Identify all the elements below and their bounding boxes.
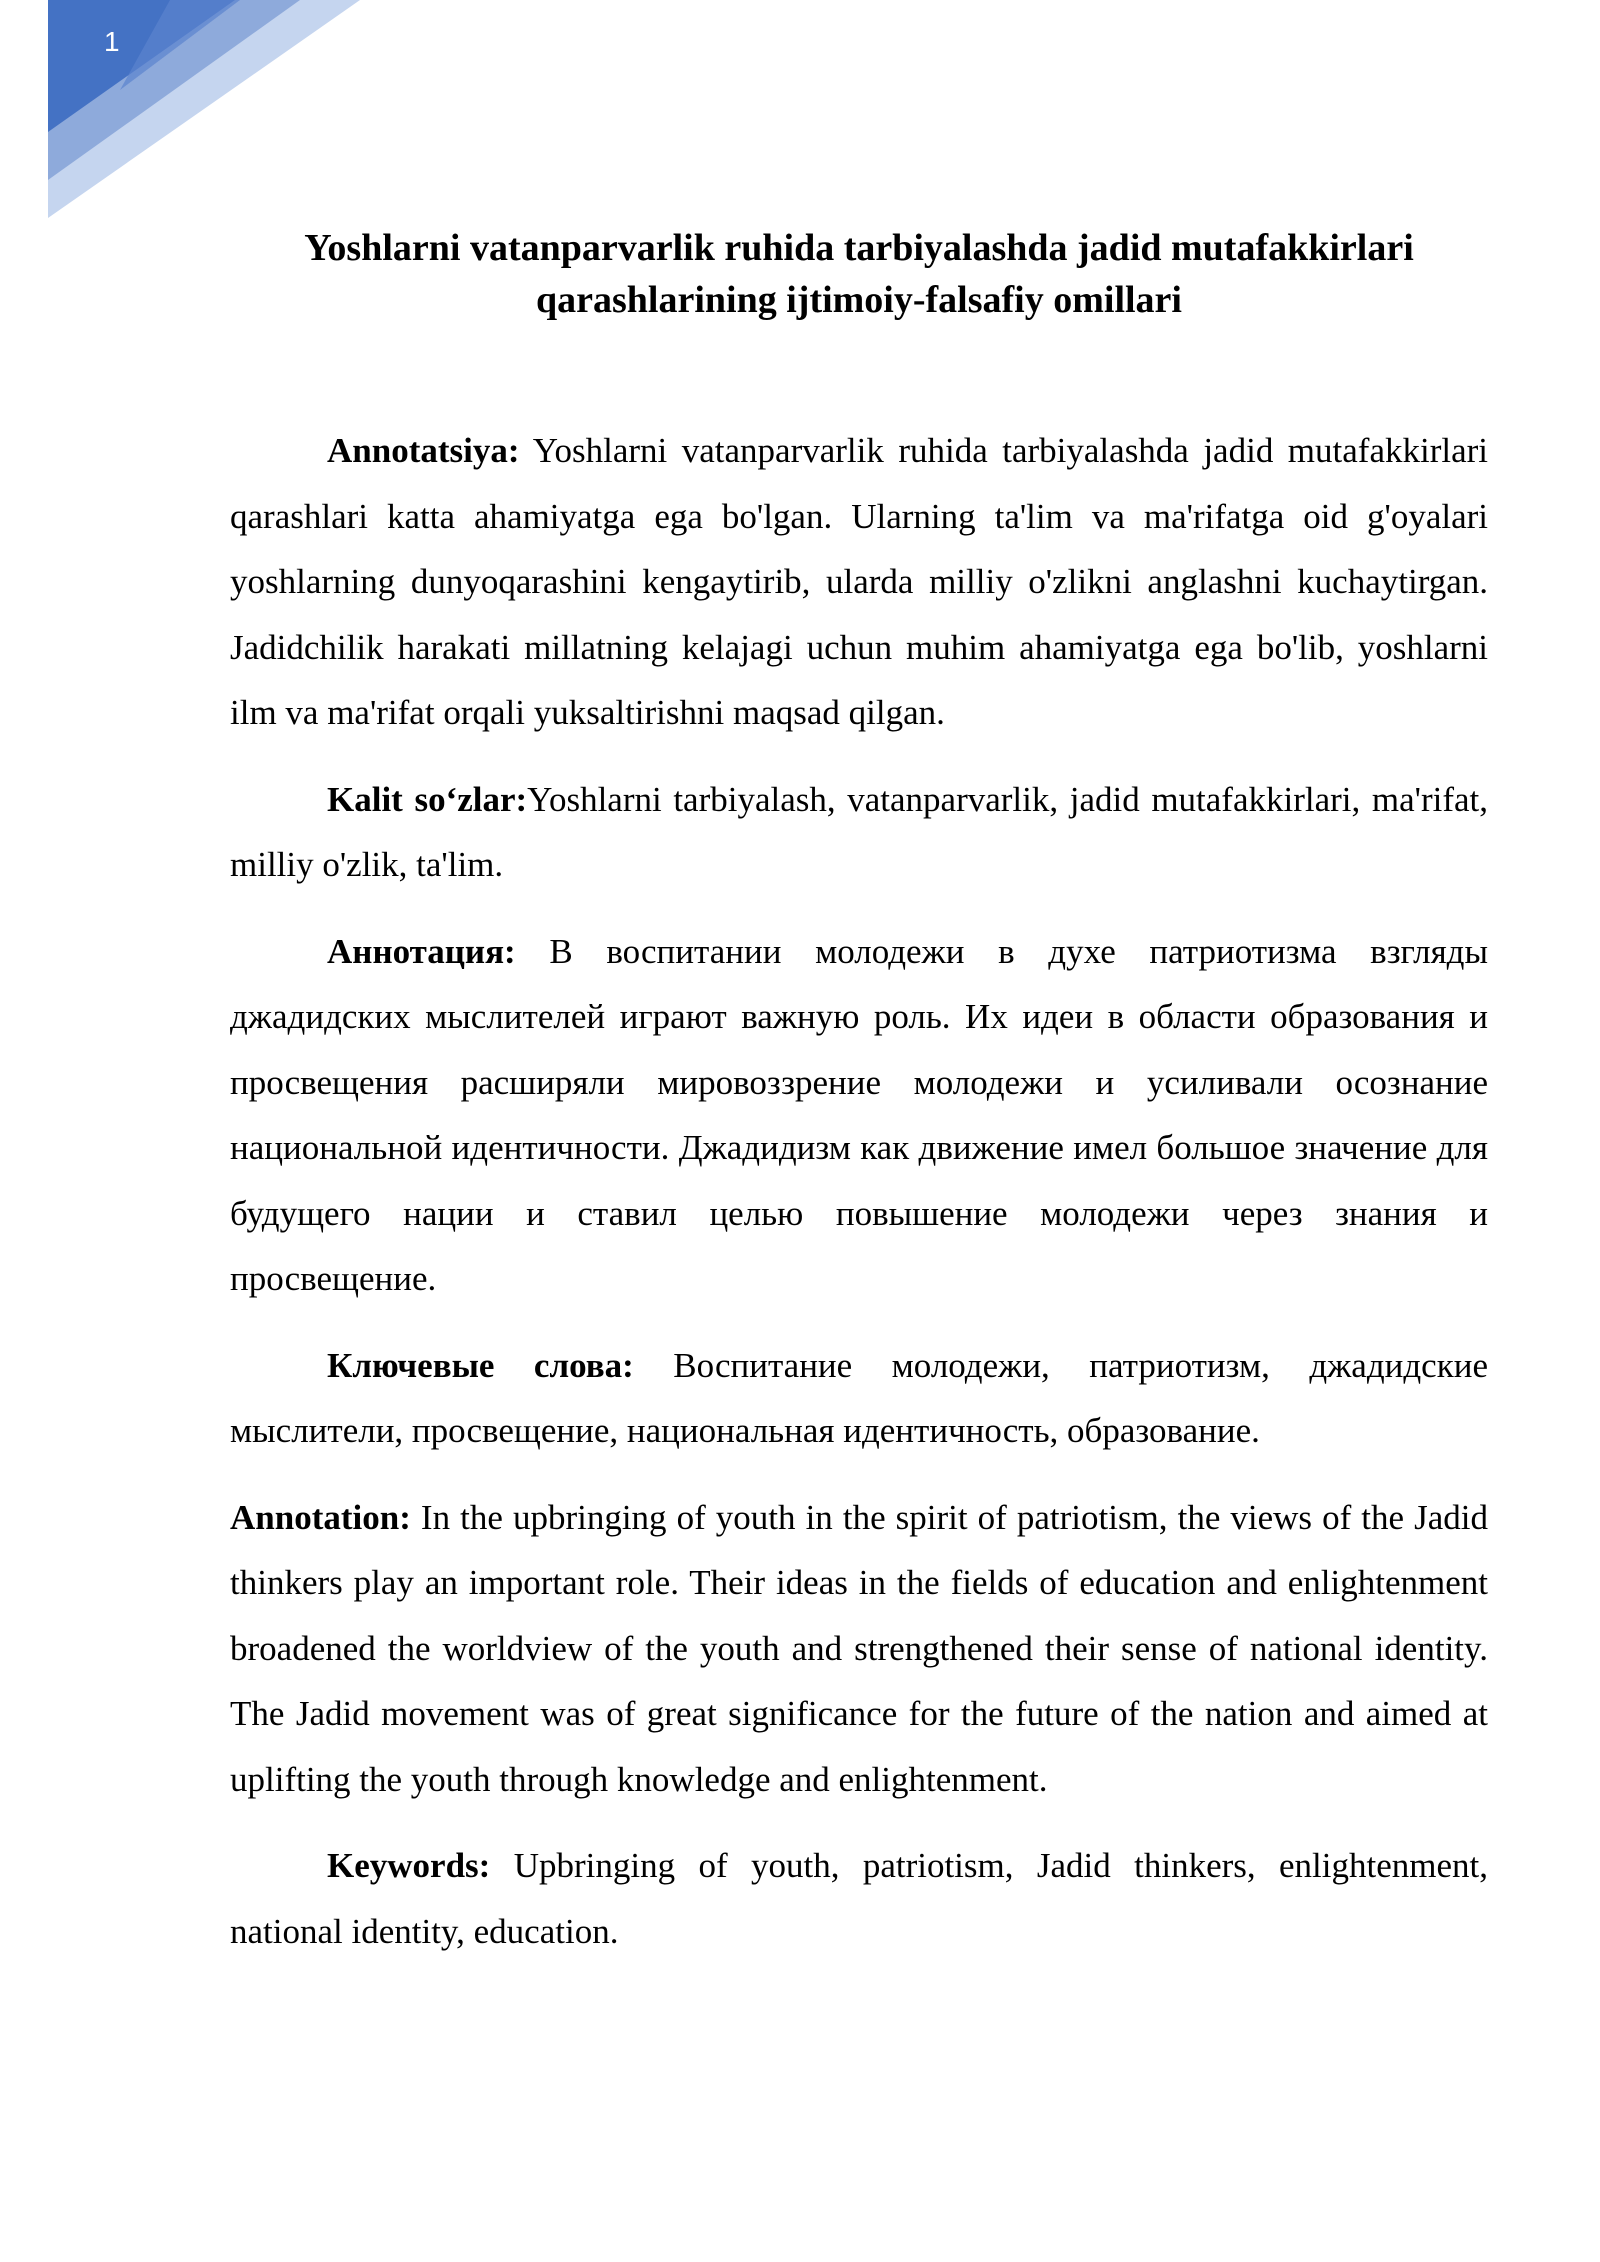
keywords-uz-label: Kalit so‘zlar: (327, 779, 528, 819)
keywords-uz-text: Yoshlarni tarbiyalash, vatanparvarlik, jadid mutafakkirlari, ma'rifat, milliy o'zlik, ta'lim. (230, 779, 1488, 884)
annotation-uz (230, 418, 1488, 746)
annotation-uz-label: Annotatsiya: (327, 431, 520, 470)
page-number: 1 (104, 26, 120, 57)
annotation-en-text: In the upbringing of youth in the spirit of patriotism, the views of the Jadid thinkers play an important role. Their ideas in the fields of education and enlightenment broadened the worldview of the youth and strengthened their sense of national identity. The Jadid movement was of great significance for the future of the nation and aimed at uplifting the youth through knowledge and enlightenment. (230, 1497, 1488, 1799)
document-title (230, 222, 1488, 326)
document-body (230, 418, 1488, 1985)
title-line-1: Yoshlarni vatanparvarlik ruhida tarbiyalashda jadid mutafakkirlari (304, 227, 1414, 269)
annotation-ru-text: В воспитании молодежи в духе патриотизма взгляды джадидских мыслителей играют важную роль. Их идеи в области образования и просвещения расширяли мировоззрение молодежи и усиливали осознание национальной идентичности. Джадидизм как движение имел большое значение для будущего нации и ставил целью повышение молодежи через знания и просвещение. (230, 931, 1488, 1298)
keywords-en-label: Keywords: (327, 1846, 491, 1885)
annotation-en-label: Annotation: (230, 1497, 411, 1537)
annotation-ru (230, 919, 1488, 1312)
annotation-ru-label: Аннотация: (327, 931, 516, 971)
title-line-2: qarashlarining ijtimoiy-falsafiy omillari (536, 279, 1182, 321)
keywords-en-text: Upbringing of youth, patriotism, Jadid thinkers, enlightenment, national identity, education. (230, 1846, 1488, 1951)
annotation-uz-text: Yoshlarni vatanparvarlik ruhida tarbiyalashda jadid mutafakkirlari qarashlari katta ahamiyatga ega bo'lgan. Ularning ta'lim va ma'rifatga oid g'oyalari yoshlarning dunyoqarashini kengaytirib, ularda milliy o'zlikni anglashni kuchaytirgan. Jadidchilik harakati millatning kelajagi uchun muhim ahamiyatga ega bo'lib, yoshlarni ilm va ma'rifat orqali yuksaltirishni maqsad qilgan. (230, 431, 1488, 732)
page-corner-decoration (0, 0, 400, 240)
keywords-uz (230, 767, 1488, 898)
keywords-ru-text: Воспитание молодежи, патриотизм, джадидские мыслители, просвещение, национальная идентичность, образование. (230, 1345, 1488, 1450)
annotation-en (230, 1485, 1488, 1813)
keywords-ru-label: Ключевые слова: (327, 1345, 634, 1385)
keywords-ru (230, 1333, 1488, 1464)
keywords-en (230, 1833, 1488, 1964)
